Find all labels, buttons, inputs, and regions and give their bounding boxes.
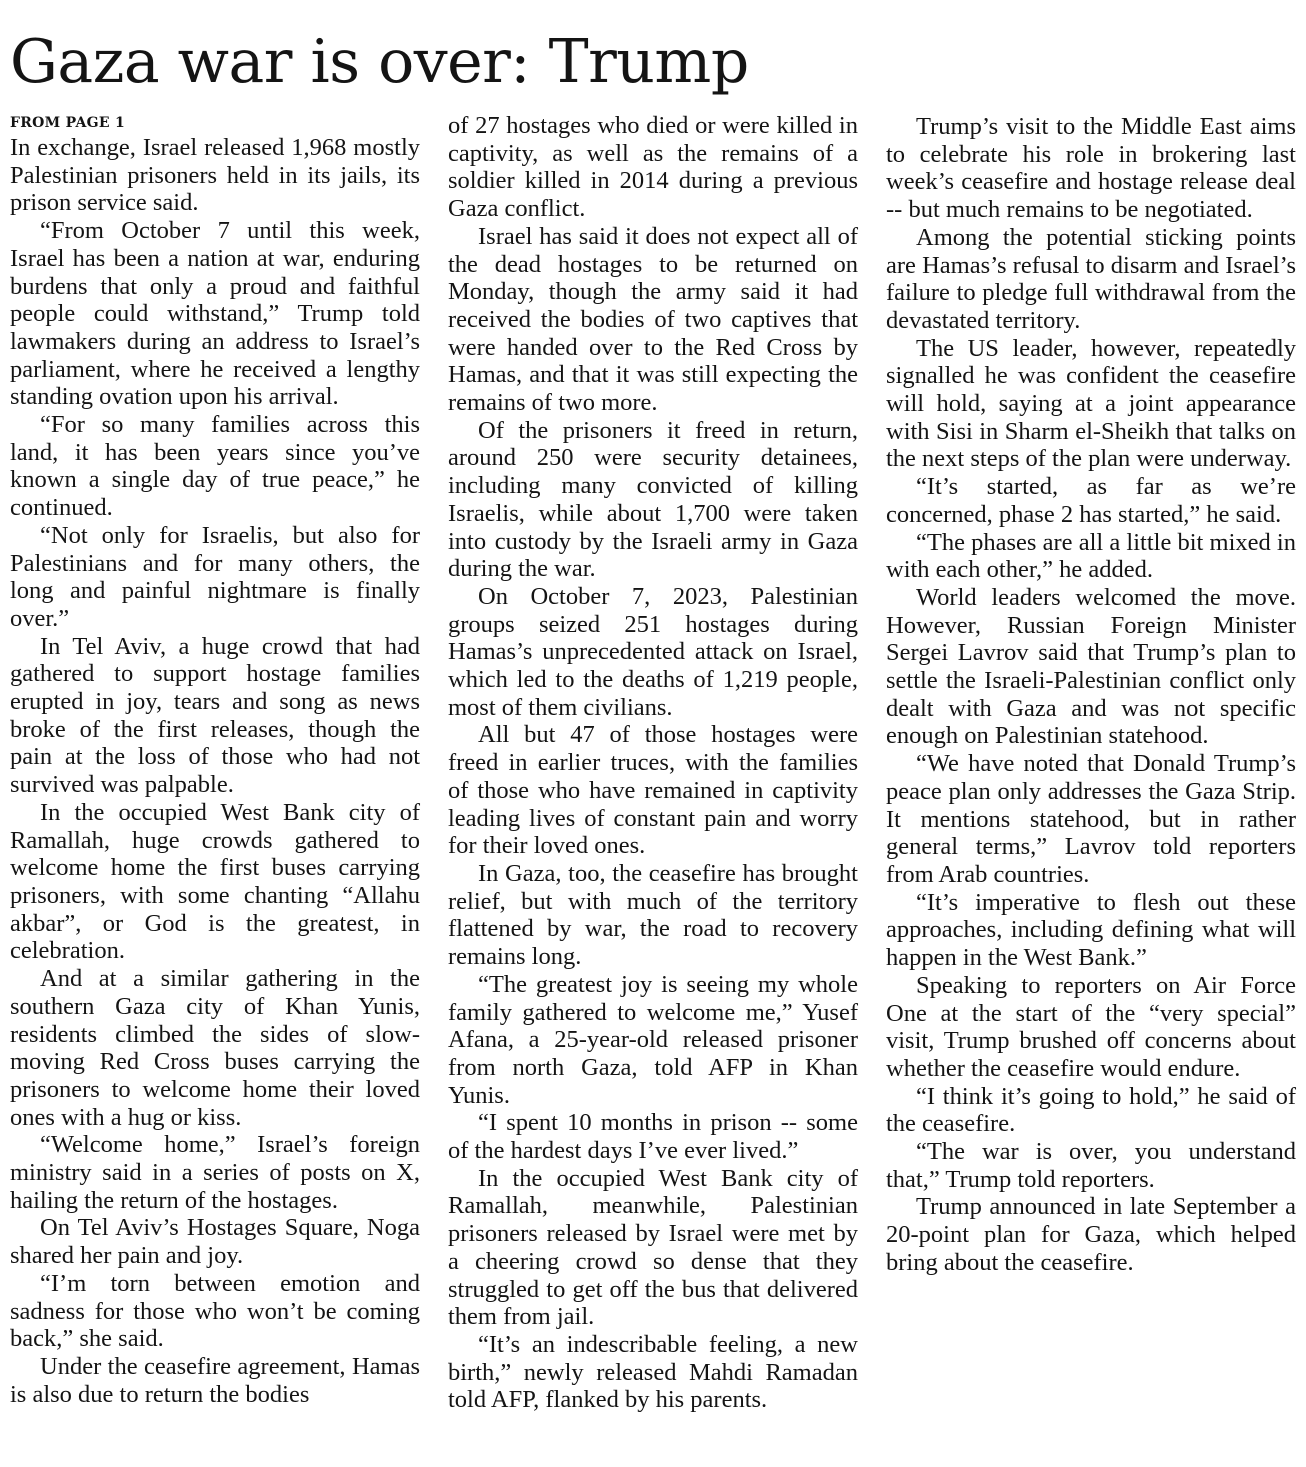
paragraph: On October 7, 2023, Palestinian groups seized 251 hostages during Hamas’s unprecedented attack on Israel, which led to the deaths of 1,219 people, most of them civilians.: [448, 582, 858, 721]
paragraph: “It’s started, as far as we’re concerned, phase 2 has started,” he said.: [886, 473, 1296, 528]
paragraph: “I think it’s going to hold,” he said of the ceasefire.: [886, 1082, 1296, 1138]
paragraph: In Tel Aviv, a huge crowd that had gathered to support hostage families erupted in joy, tears and song as news broke of the first releases, though the pain at the loss of those who had not survived was palpable.: [10, 632, 420, 799]
paragraph: Trump’s visit to the Middle East aims to celebrate his role in brokering last week’s ceasefire and hostage release deal -- but much remains to be negotiated.: [886, 113, 1296, 224]
paragraph: “The greatest joy is seeing my whole family gathered to welcome me,” Yusef Afana, a 25-year-old released prisoner from north Gaza, told AFP in Khan Yunis.: [448, 970, 858, 1109]
paragraph: “I’m torn between emotion and sadness for those who won’t be coming back,” she said.: [10, 1269, 420, 1353]
headline: Gaza war is over: Trump: [10, 27, 749, 97]
article-column-1: [10, 112, 420, 1408]
paragraph: “It’s imperative to flesh out these approaches, including defining what will happen in the West Bank.”: [886, 888, 1296, 972]
article-column-3: [886, 113, 1296, 1277]
paragraph: “We have noted that Donald Trump’s peace plan only addresses the Gaza Strip. It mentions statehood, but in rather general terms,” Lavrov told reporters from Arab countries.: [886, 750, 1296, 888]
paragraph: Israel has said it does not expect all of the dead hostages to be returned on Monday, though the army said it had received the bodies of two captives that were handed over to the Red Cross by Hamas, and that it was still expecting the remains of two more.: [448, 222, 858, 417]
paragraph: All but 47 of those hostages were freed in earlier truces, with the families of those who have remained in captivity leading lives of constant pain and worry for their loved ones.: [448, 721, 858, 860]
paragraph: On Tel Aviv’s Hostages Square, Noga shared her pain and joy.: [10, 1214, 420, 1270]
article-column-2: [448, 112, 858, 1414]
kicker-from-page-1: FROM PAGE 1: [10, 115, 126, 131]
paragraph: In the occupied West Bank city of Ramallah, meanwhile, Palestinian prisoners released by Israel were met by a cheering crowd so dense that they struggled to get off the bus that delivered them from jail.: [448, 1164, 858, 1331]
paragraph: The US leader, however, repeatedly signalled he was confident the ceasefire will hold, saying at a joint appearance with Sisi in Sharm el-Sheikh that talks on the next steps of the plan were underway.: [886, 334, 1296, 473]
paragraph: “I spent 10 months in prison -- some of the hardest days I’ve ever lived.”: [448, 1109, 858, 1165]
paragraph: Trump announced in late September a 20-point plan for Gaza, which helped bring about the ceasefire.: [886, 1193, 1296, 1276]
paragraph: Among the potential sticking points are Hamas’s refusal to disarm and Israel’s failure to pledge full withdrawal from the devastated territory.: [886, 223, 1296, 334]
paragraph: “From October 7 until this week, Israel has been a nation at war, enduring burdens that only a proud and faithful people could withstand,” Trump told lawmakers during an address to Israel’s parliament, where he received a lengthy standing ovation upon his arrival.: [10, 217, 420, 411]
paragraph: “It’s an indescribable feeling, a new birth,” newly released Mahdi Ramadan told AFP, flanked by his parents.: [448, 1330, 858, 1414]
paragraph: In exchange, Israel released 1,968 mostly Palestinian prisoners held in its jails, its prison service said.: [10, 134, 420, 217]
paragraph: In Gaza, too, the ceasefire has brought relief, but with much of the territory flattened by war, the road to recovery remains long.: [448, 859, 858, 971]
paragraph: Speaking to reporters on Air Force One at the start of the “very special” visit, Trump brushed off concerns about whether the ceasefire would endure.: [886, 971, 1296, 1082]
paragraph: “The war is over, you understand that,” Trump told reporters.: [886, 1138, 1296, 1193]
paragraph: “The phases are all a little bit mixed in with each other,” he added.: [886, 528, 1296, 584]
paragraph: “Not only for Israelis, but also for Palestinians and for many others, the long and painful nightmare is finally over.”: [10, 521, 420, 632]
paragraph: Under the ceasefire agreement, Hamas is also due to return the bodies: [10, 1352, 420, 1408]
paragraph: In the occupied West Bank city of Ramallah, huge crowds gathered to welcome home the first buses carrying prisoners, with some chanting “Allahu akbar”, or God is the greatest, in celebration.: [10, 798, 420, 965]
paragraph-continued: of 27 hostages who died or were killed in captivity, as well as the remains of a soldier killed in 2014 during a previous Gaza conflict.: [448, 112, 858, 223]
paragraph: Of the prisoners it freed in return, around 250 were security detainees, including many convicted of killing Israelis, while about 1,700 were taken into custody by the Israeli army in Gaza during the war.: [448, 416, 858, 583]
paragraph: “Welcome home,” Israel’s foreign ministry said in a series of posts on X, hailing the return of the hostages.: [10, 1131, 420, 1214]
paragraph: World leaders welcomed the move. However, Russian Foreign Minister Sergei Lavrov said that Trump’s plan to settle the Israeli-Palestinian conflict only dealt with Gaza and was not specific enough on Palestinian statehood.: [886, 583, 1296, 750]
paragraph: And at a similar gathering in the southern Gaza city of Khan Yunis, residents climbed the sides of slow-moving Red Cross buses carrying the prisoners to welcome home their loved ones with a hug or kiss.: [10, 965, 420, 1131]
paragraph: “For so many families across this land, it has been years since you’ve known a single day of true peace,” he continued.: [10, 411, 420, 522]
